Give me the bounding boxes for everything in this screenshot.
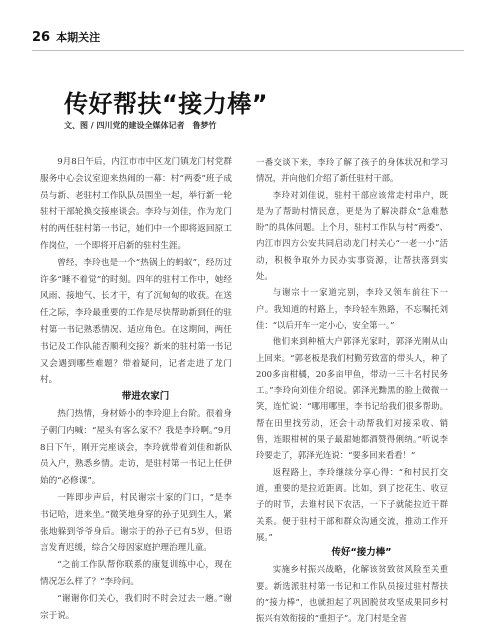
paragraph: 热门热情，身材娇小的李玲迎上台阶。很着身子朝门内喊：“屋头有客么家不？我是李玲啊。”9月8日下午，刚开完座谈会，李玲就带着刘佳和新队员入户，熟悉乡情。走访，是驻村第一书记上任伊始的“必修课”。 xyxy=(40,408,232,487)
article-title: 传好帮扶“接力棒” xyxy=(64,90,269,118)
article-column-right xyxy=(256,154,448,627)
subheading: 传好“接力棒” xyxy=(331,547,392,559)
paragraph: 实施乡村振兴战略，化解该贫致贫风险至关重要。新选派驻村第一书记和工作队员接过驻村帮扶的“接力棒”，也就担起了巩固脱贫攻坚成果同乡村振兴有效衔接的“重担子”。龙门村是全省 xyxy=(256,564,448,624)
page-number: 26 xyxy=(32,29,51,45)
paragraph: “谢谢你们关心，我们时不时会过去一趟。”谢宗于说。 xyxy=(40,593,232,621)
section-label: 本期关注 xyxy=(56,31,101,44)
paragraph: 返程路上，李玲继续分享心得：“和村民打交道，重要的是拉近距离。比如，到了挖花生、收豆子的时节，去谁村民下农活，一下子就能拉近干群关系。便于驻村干部和群众沟通交流，推动工作开展。” xyxy=(256,466,448,542)
page-header xyxy=(32,28,100,46)
paragraph: 他们来到种植大户郭泽光家时，郭泽光刚从山上回来。“郭老板是我们村勤劳致富的带头人，种了200多亩柑橘，20多亩甲鱼，带动一三十名村民务工。”李玲向刘佳介绍说。郭泽光黝黑的脸上微微一笑，连忙说：“哪用哪里，李书记给我们很多帮助。帮在田里找劳动，还会十动帮我们对接采收、销售，连眼柑树的果子最甜她都酒赞得俐纳。”听说李玲要走了，郭泽光连说：“要多回来看看！” xyxy=(256,336,448,461)
paragraph: 一阵即步声后，村民谢宗十家的门口，“是李书记哈，进来坐。”微笑地身穿的孙子见到生人，紧张地躲到爷爷身后。谢宗于的孙子已有5岁，但语言发育迟缓，综合父母因家庭护理治理儿童。 xyxy=(40,492,232,554)
article-column-left xyxy=(40,154,232,624)
paragraph: “之前工作队帮你联系的康复训练中心，现在情况怎么样了？”李玲问。 xyxy=(40,560,232,587)
header-divider xyxy=(32,50,464,51)
paragraph: 与谢宗十一家道完别，李玲又领车前往下一户。我知道的村路上，李玲轻车熟路，不忘嘱托刘佳：“以后开车一定小心，安全第一。” xyxy=(256,287,448,330)
paragraph: 一番交谈下来，李玲了解了孩子的身体状况和学习情况，并向他们介绍了新任驻村干部。 xyxy=(256,157,448,184)
subheading: 带进农家门 xyxy=(121,391,170,403)
paragraph: 李玲对刘佳说，驻村干部应该常走村串户，既是为了帮助村情民意，更是为了解决群众“急难愁盼”的具体问题。上个月，驻村工作队与村“两委”、内江市四方公安共同启动龙门村关心“一老一小”活动，积极争取外力民办实事资源，让帮扶落到实处。 xyxy=(256,189,448,282)
paragraph: 9月8日午后，内江市市中区龙门镇龙门村党群服务中心会议室迎来热闹的一幕：村“两委”班子成员与新、老驻村工作队队员围坐一起，举行新一轮驻村干部轮换交接座谈会。李玲与刘佳，作为龙门村的两任驻村第一书记，她们中一个即将返回原工作岗位，一个即将开启新的驻村生涯。 xyxy=(40,157,232,251)
paragraph: 曾经，李玲也是一个“热锅上的蚂蚁”，经历过许多“睡不着觉”的时刻。四年的驻村工作中，她经风雨、接地气、长才干，有了沉甸甸的收获。在送任之际，李玲最重要的工作是尽快帮助新到任的驻村第一书记熟悉情况、适应角色。在这期间，两任书记及工作队能否顺利交接？新来的驻村第一书记又会遇到哪些难题？带着疑问，记者走进了龙门村。 xyxy=(40,257,232,386)
article-byline: 文、图 / 四川党的建设全媒体记者 鲁梦竹 xyxy=(64,121,217,130)
